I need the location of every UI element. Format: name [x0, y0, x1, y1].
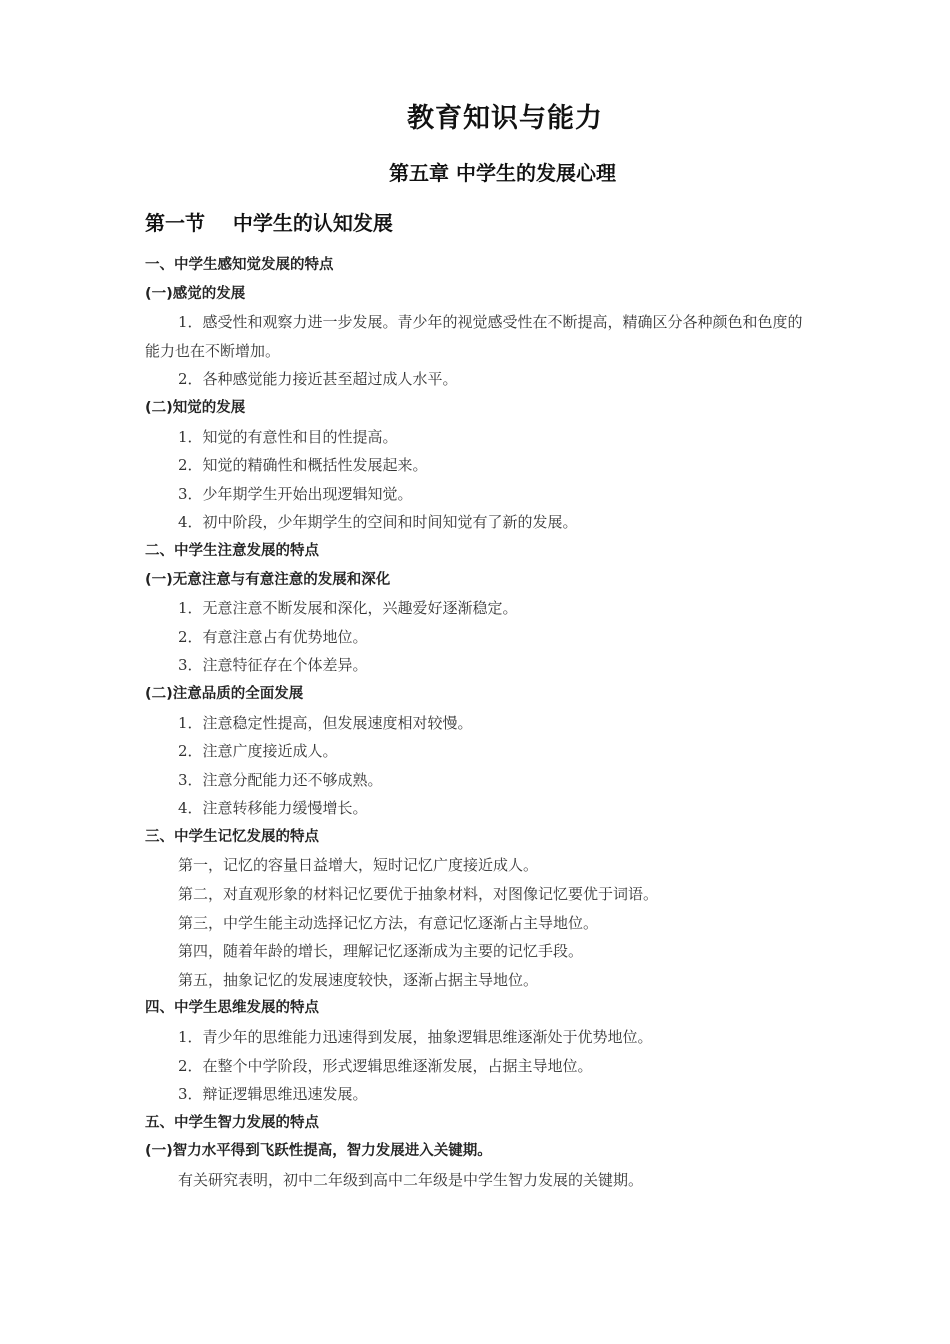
paragraph-line: 1．注意稳定性提高，但发展速度相对较慢。	[178, 713, 473, 732]
paragraph-line: 4．注意转移能力缓慢增长。	[178, 799, 368, 818]
paragraph-line: 3．注意分配能力还不够成熟。	[178, 770, 383, 789]
paragraph-line: 1．知觉的有意性和目的性提高。	[178, 427, 398, 446]
book-title: 教育知识与能力	[407, 103, 603, 134]
chapter-title: 第五章 中学生的发展心理	[389, 161, 616, 185]
paragraph-line: 1．感受性和观察力进一步发展。青少年的视觉感受性在不断提高，精确区分各种颜色和色度的能力也在不断增加。	[145, 313, 803, 360]
heading-line: (一)无意注意与有意注意的发展和深化	[145, 571, 391, 588]
heading-line: 三、中学生记忆发展的特点	[145, 828, 319, 845]
paragraph-line: 2．各种感觉能力接近甚至超过成人水平。	[178, 370, 458, 389]
heading-line: (二)知觉的发展	[145, 399, 246, 416]
paragraph-line: 2．知觉的精确性和概括性发展起来。	[178, 456, 428, 475]
paragraph-line: 2．有意注意占有优势地位。	[178, 627, 368, 646]
paragraph-line: 1．青少年的思维能力迅速得到发展，抽象逻辑思维逐渐处于优势地位。	[178, 1028, 653, 1047]
heading-line: 五、中学生智力发展的特点	[145, 1114, 319, 1131]
paragraph-line: 第四，随着年龄的增长，理解记忆逐渐成为主要的记忆手段。	[178, 942, 584, 961]
heading-line: 二、中学生注意发展的特点	[145, 542, 319, 559]
paragraph-line: 3．少年期学生开始出现逻辑知觉。	[178, 484, 413, 503]
section-title: 第一节 中学生的认知发展	[145, 211, 393, 235]
paragraph-line: 4．初中阶段，少年期学生的空间和时间知觉有了新的发展。	[178, 513, 578, 532]
paragraph-line: 第一，记忆的容量日益增大，短时记忆广度接近成人。	[178, 856, 539, 875]
paragraph-line: 3．注意特征存在个体差异。	[178, 656, 368, 675]
paragraph-line: 第二，对直观形象的材料记忆要优于抽象材料，对图像记忆要优于词语。	[178, 885, 659, 904]
paragraph-line: 3．辩证逻辑思维迅速发展。	[178, 1085, 368, 1104]
paragraph-line: 1．无意注意不断发展和深化，兴趣爱好逐渐稳定。	[178, 599, 518, 618]
paragraph-line: 2．在整个中学阶段，形式逻辑思维逐渐发展，占据主导地位。	[178, 1056, 593, 1075]
heading-line: 四、中学生思维发展的特点	[145, 1000, 319, 1017]
paragraph-line: 第三，中学生能主动选择记忆方法，有意记忆逐渐占主导地位。	[178, 913, 599, 932]
document-body	[145, 251, 815, 1195]
paragraph-line: 2．注意广度接近成人。	[178, 742, 338, 761]
heading-line: (二)注意品质的全面发展	[145, 685, 304, 702]
heading-line: (一)智力水平得到飞跃性提高，智力发展进入关键期。	[145, 1143, 492, 1160]
heading-line: (一)感觉的发展	[145, 285, 246, 302]
heading-line: 一、中学生感知觉发展的特点	[145, 257, 334, 273]
paragraph-line: 有关研究表明，初中二年级到高中二年级是中学生智力发展的关键期。	[178, 1171, 644, 1189]
paragraph-line: 第五，抽象记忆的发展速度较快，逐渐占据主导地位。	[178, 970, 539, 989]
